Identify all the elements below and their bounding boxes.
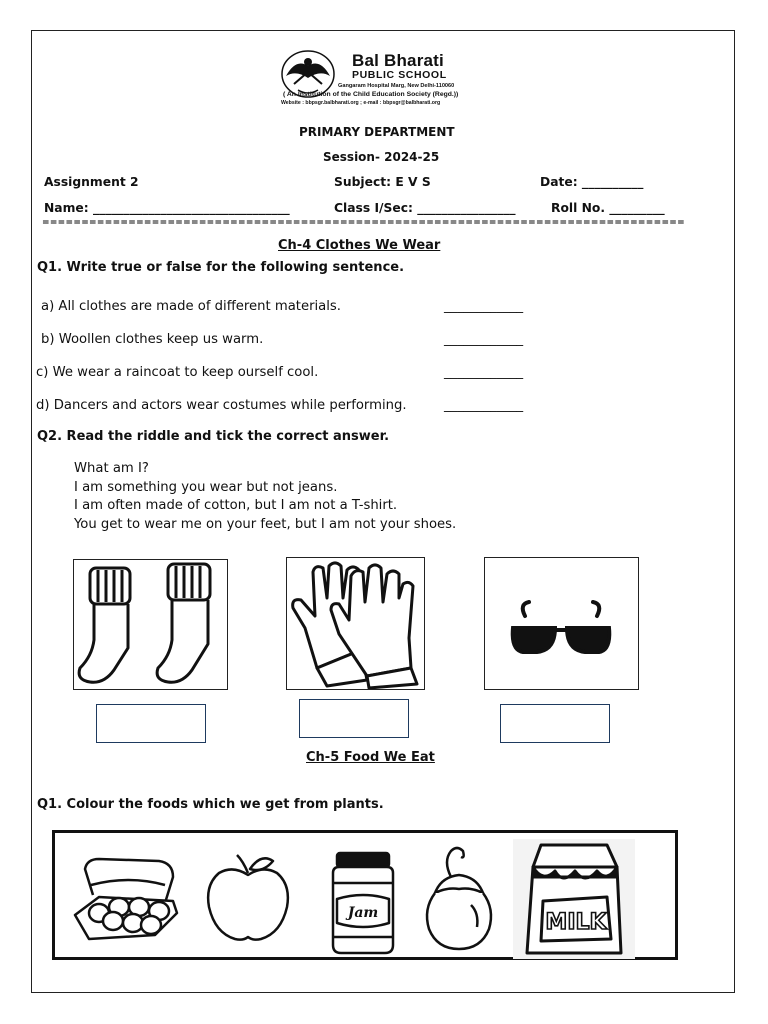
school-address: Gangaram Hospital Marg, New Delhi-110060 [338, 83, 455, 89]
tf-answer-blank-c[interactable]: ____________ [444, 365, 524, 380]
chapter-4-title: Ch-4 Clothes We Wear [278, 238, 441, 253]
tf-answer-blank-d[interactable]: ____________ [444, 398, 524, 413]
subject-label: Subject: E V S [334, 175, 431, 189]
session-title: Session- 2024-25 [323, 150, 440, 164]
separator-line: ================================================================================== [42, 218, 685, 228]
tf-item-c: c) We wear a raincoat to keep ourself cool. [36, 365, 319, 380]
tf-answer-blank-a[interactable]: ____________ [444, 299, 524, 314]
option-sunglasses-picture [484, 557, 639, 690]
tf-item-a: a) All clothes are made of different materials. [41, 299, 341, 314]
tf-answer-blank-b[interactable]: ____________ [444, 332, 524, 347]
foods-picture-box [52, 830, 678, 960]
chapter-5-title: Ch-5 Food We Eat [306, 750, 435, 765]
jam-label: Jam [347, 905, 379, 921]
jam-jar-icon[interactable] [327, 849, 399, 955]
riddle-line: I am often made of cotton, but I am not a T-shirt. [74, 498, 398, 513]
website-line: Website : bbpsgr.balbharati.org ; e-mail : bbpsgr@balbharati.org [281, 100, 441, 106]
milk-carton-icon[interactable] [513, 839, 635, 959]
tf-item-b: b) Woollen clothes keep us warm. [41, 332, 264, 347]
milk-label: MILK [545, 910, 607, 935]
class-section-field[interactable]: Class I/Sec: ________________ [334, 201, 516, 215]
ch5-q1-prompt: Q1. Colour the foods which we get from plants. [37, 797, 384, 812]
tf-item-d: d) Dancers and actors wear costumes while performing. [36, 398, 407, 413]
institution-line: ( An Institution of the Child Education Society (Regd.)) [283, 91, 459, 98]
name-field[interactable]: Name: ________________________________ [44, 201, 290, 215]
eggs-icon[interactable] [69, 855, 181, 943]
answer-box-gloves[interactable] [299, 699, 409, 738]
gloves-icon [287, 558, 424, 689]
apple-icon[interactable] [203, 851, 293, 943]
riddle-text [74, 460, 574, 534]
option-socks-picture [73, 559, 228, 690]
ch4-q2-prompt: Q2. Read the riddle and tick the correct answer. [37, 429, 390, 444]
option-gloves-picture [286, 557, 425, 690]
riddle-line: You get to wear me on your feet, but I am not your shoes. [74, 516, 457, 532]
school-name: Bal Bharati [352, 51, 444, 70]
roll-number-field[interactable]: Roll No. _________ [551, 201, 665, 215]
school-subtitle: PUBLIC SCHOOL [352, 69, 447, 81]
riddle-line: I am something you wear but not jeans. [74, 479, 338, 495]
ch4-q1-prompt: Q1. Write true or false for the following sentence. [37, 260, 405, 275]
sunglasses-icon [485, 558, 638, 689]
answer-box-socks[interactable] [96, 704, 206, 743]
date-field[interactable]: Date: __________ [540, 175, 644, 189]
brinjal-icon[interactable] [421, 843, 497, 953]
department-title: PRIMARY DEPARTMENT [299, 125, 455, 139]
answer-box-sunglasses[interactable] [500, 704, 610, 743]
assignment-label: Assignment 2 [44, 175, 139, 189]
riddle-line: What am I? [74, 461, 149, 476]
socks-icon [74, 560, 227, 689]
